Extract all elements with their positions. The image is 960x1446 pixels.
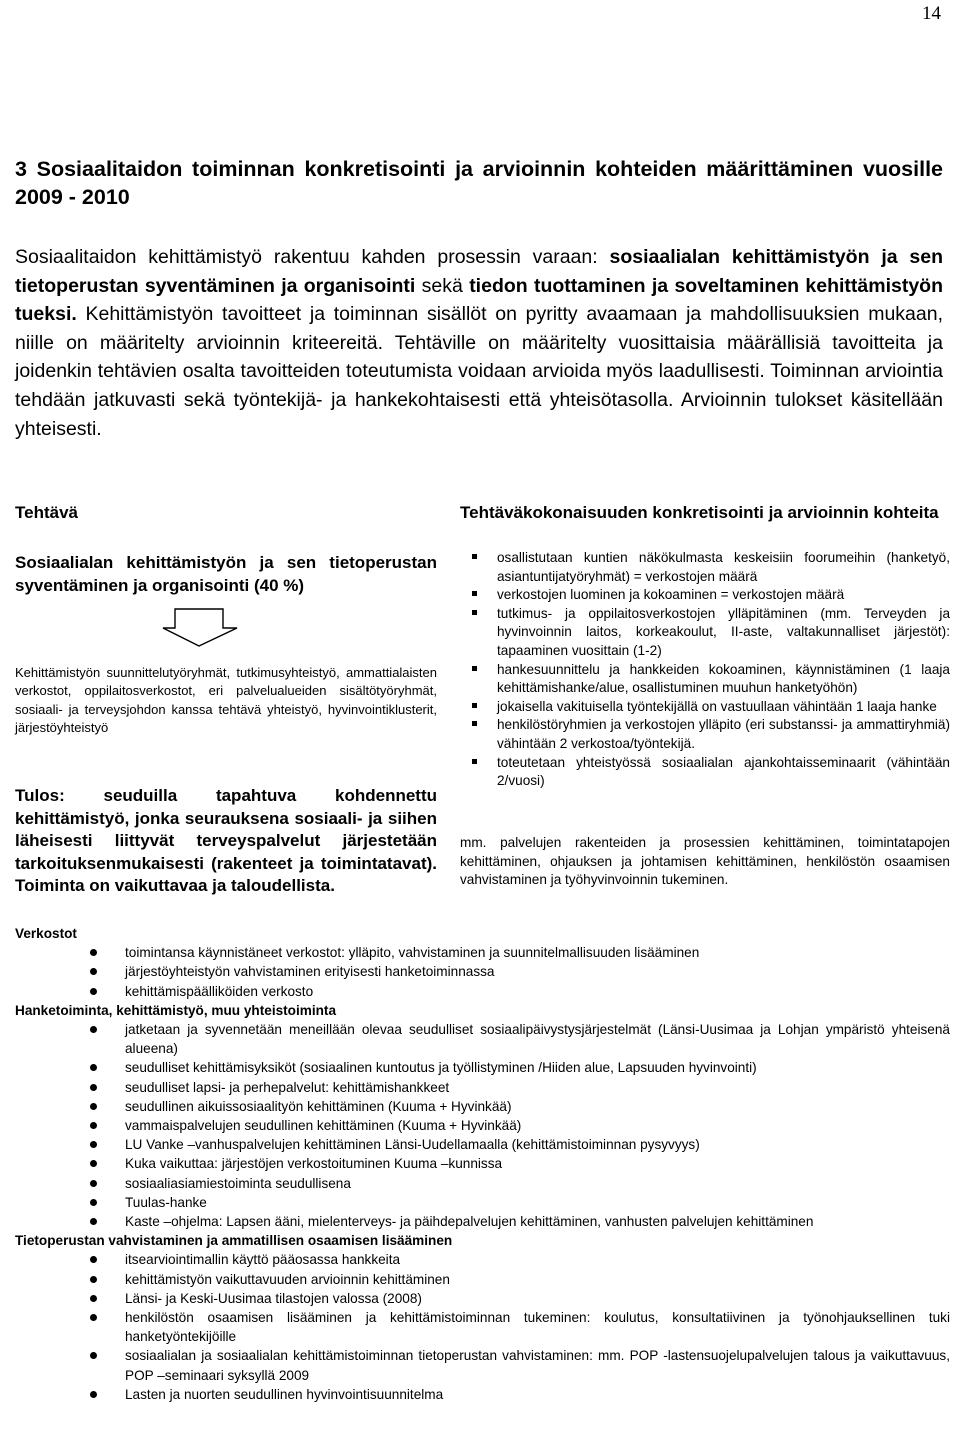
bullet-icon [90, 1295, 97, 1302]
list-item: Tuulas-hanke [15, 1193, 950, 1212]
bullet-icon [90, 1064, 97, 1071]
square-bullet-icon [472, 703, 477, 708]
list-item: jatketaan ja syvennetään meneillään olevaa seudulliset sosiaalipäivystysjärjestelmät (Länsi-Uusimaa ja Lohjan ympäristö yhteisenä alueena) [15, 1020, 950, 1058]
list-item: seudullinen aikuissosiaalityön kehittäminen (Kuuma + Hyvinkää) [15, 1097, 950, 1116]
bullet-icon [90, 1084, 97, 1091]
list-item: seudulliset lapsi- ja perhepalvelut: kehittämishankkeet [15, 1078, 950, 1097]
projects-list [15, 1020, 950, 1231]
bullet-icon [90, 1256, 97, 1263]
list-item: sosiaalialan ja sosiaalialan kehittämistoiminnan tietoperustan vahvistaminen: mm. POP -lastensuojelupalvelujen talous ja vaikuttavuus, POP –seminaari syksyllä 2009 [15, 1346, 950, 1384]
square-bullet-icon [472, 666, 477, 671]
working-groups-text: Kehittämistyön suunnittelutyöryhmät, tutkimusyhteistyö, ammattialaisten verkostot, oppilaitosverkostot, eri palvelualueiden sisältötyöryhmät, sosiaali- ja terveysjohdon kanssa tehtävä yhteistyö, hyvinvointiklusterit, järjestöyhteistyö [15, 665, 437, 735]
square-bullet-icon [472, 610, 477, 615]
bullet-icon [90, 1199, 97, 1206]
down-arrow-icon [161, 608, 239, 653]
list-item: LU Vanke –vanhuspalvelujen kehittäminen Länsi-Uudellamaalla (kehittämistoiminnan pysyvyys) [15, 1135, 950, 1154]
goal-title: Sosiaalialan kehittämistyön ja sen tietoperustan syventäminen ja organisointi (40 %) [15, 553, 437, 595]
list-item: kehittämispäälliköiden verkosto [15, 982, 950, 1001]
activity-sections [15, 924, 950, 1404]
evaluation-item: toteutetaan yhteistyössä sosiaalialan ajankohtaisseminaarit (vähintään 2/vuosi) [460, 754, 950, 791]
intro-text-3: Kehittämistyön tavoitteet ja toiminnan sisällöt on pyritty avaamaan ja mahdollisuuksien mukaan, niille on määritelty arvioinnin kriteereitä. Tehtäville on määritelty vuosittaisia määrällisiä tavoitteita ja joidenkin tehtävien osalta tavoitteiden toteutumista voidaan arvioida myös laadullisesti. Toiminnan arviointia tehdään jatkuvasti sekä työntekijä- ja hankekohtaisesti että yhteisötasolla. Arvioinnin tulokset käsitellään yhteisesti. [15, 303, 943, 440]
bullet-icon [90, 949, 97, 956]
evaluation-column [460, 502, 950, 888]
bullet-icon [90, 1180, 97, 1187]
evaluation-item: osallistutaan kuntien näkökulmasta keskeisiin foorumeihin (hanketyö, asiantuntijatyöryhmät) = verkostojen määrä [460, 549, 950, 586]
list-item: henkilöstön osaamisen lisääminen ja kehittämistoiminnan tukeminen: koulutus, konsultatiivinen ja työnohjauksellinen tuki hanketyöntekijöille [15, 1308, 950, 1346]
bullet-icon [90, 968, 97, 975]
task-column [15, 502, 437, 895]
section-title-projects: Hanketoiminta, kehittämistyö, muu yhteistoiminta [15, 1002, 337, 1018]
evaluation-item: hankesuunnittelu ja hankkeiden kokoaminen, käynnistäminen (1 laaja kehittämishanke/alue, osallistuminen muuhun hanketyöhön) [460, 661, 950, 698]
square-bullet-icon [472, 759, 477, 764]
intro-paragraph [15, 243, 943, 443]
list-item: Kaste –ohjelma: Lapsen ääni, mielenterveys- ja päihdepalvelujen kehittäminen, vanhusten palvelujen kehittäminen [15, 1212, 950, 1231]
task-column-header: Tehtävä [15, 503, 78, 522]
list-item: Länsi- ja Keski-Uusimaa tilastojen valossa (2008) [15, 1289, 950, 1308]
section-title-knowledge-base: Tietoperustan vahvistaminen ja ammatillisen osaamisen lisääminen [15, 1233, 453, 1249]
evaluation-item: tutkimus- ja oppilaitosverkostojen ylläpitäminen (mm. Terveyden ja hyvinvoinnin laitos, korkeakoulut, II-aste, valtakunnalliset järjestöt): tapaaminen vuosittain (1-2) [460, 605, 950, 661]
list-item: Lasten ja nuorten seudullinen hyvinvointisuunnitelma [15, 1385, 950, 1404]
page-number: 14 [922, 3, 941, 24]
networks-list [15, 943, 950, 1001]
evaluation-column-header: Tehtäväkokonaisuuden konkretisointi ja arvioinnin kohteita [460, 503, 939, 522]
evaluation-summary: mm. palvelujen rakenteiden ja prosessien kehittäminen, toimintatapojen kehittäminen, ohjauksen ja johtamisen kehittäminen, henkilöstön osaamisen vahvistaminen ja työhyvinvoinnin tukeminen. [460, 835, 950, 888]
intro-process-1: sosiaalialan kehittämistyön ja sen tietoperustan syventäminen ja organisointi [15, 246, 944, 297]
evaluation-list [460, 549, 950, 791]
list-item: itsearviointimallin käyttö pääosassa hankkeita [15, 1250, 950, 1269]
evaluation-item: jokaisella vakituisella työntekijällä on vastuullaan vähintään 1 laaja hanke [460, 698, 950, 717]
knowledge-base-list [15, 1250, 950, 1404]
bullet-icon [90, 1391, 97, 1398]
list-item: toimintansa käynnistäneet verkostot: ylläpito, vahvistaminen ja suunnitelmallisuuden lisääminen [15, 943, 950, 962]
section-title-networks: Verkostot [15, 926, 77, 941]
list-item: järjestöyhteistyön vahvistaminen erityisesti hanketoiminnassa [15, 962, 950, 981]
intro-text-2: sekä [415, 274, 470, 297]
result-statement: Tulos: seuduilla tapahtuva kohdennettu kehittämistyö, jonka seurauksena sosiaali- ja siihen läheisesti liittyvät terveyspalvelut järjestetään tarkoituksenmukaisesti (rakenteet ja toimintatavat). Toiminta on vaikuttavaa ja taloudellista. [15, 786, 437, 895]
square-bullet-icon [472, 721, 477, 726]
square-bullet-icon [472, 591, 477, 596]
task-table [15, 502, 950, 922]
bullet-icon [90, 1314, 97, 1321]
evaluation-item: henkilöstöryhmien ja verkostojen ylläpito (eri substanssi- ja ammattiryhmiä) vähintään 2 verkostoa/työntekijä. [460, 716, 950, 753]
intro-text-1: Sosiaalitaidon kehittämistyö rakentuu kahden prosessin varaan: [15, 246, 610, 268]
list-item: kehittämistyön vaikuttavuuden arvioinnin kehittäminen [15, 1270, 950, 1289]
bullet-icon [90, 1218, 97, 1225]
bullet-icon [90, 1160, 97, 1167]
square-bullet-icon [472, 554, 477, 559]
bullet-icon [90, 1103, 97, 1110]
bullet-icon [90, 1276, 97, 1283]
evaluation-item: verkostojen luominen ja kokoaminen = verkostojen määrä [460, 586, 950, 605]
list-item: vammaispalvelujen seudullinen kehittäminen (Kuuma + Hyvinkää) [15, 1116, 950, 1135]
list-item: seudulliset kehittämisyksiköt (sosiaalinen kuntoutus ja työllistyminen /Hiiden alue, Lapsuuden hyvinvointi) [15, 1058, 950, 1077]
bullet-icon [90, 988, 97, 995]
section-heading: 3 Sosiaalitaidon toiminnan konkretisointi ja arvioinnin kohteiden määrittäminen vuosille 2009 - 2010 [15, 157, 943, 209]
bullet-icon [90, 1122, 97, 1129]
bullet-icon [90, 1352, 97, 1359]
list-item: sosiaaliasiamiestoiminta seudullisena [15, 1174, 950, 1193]
bullet-icon [90, 1141, 97, 1148]
intro-process-2: tiedon tuottaminen ja soveltaminen kehittämistyön tueksi. [15, 274, 944, 326]
list-item: Kuka vaikuttaa: järjestöjen verkostoituminen Kuuma –kunnissa [15, 1154, 950, 1173]
bullet-icon [90, 1026, 97, 1033]
